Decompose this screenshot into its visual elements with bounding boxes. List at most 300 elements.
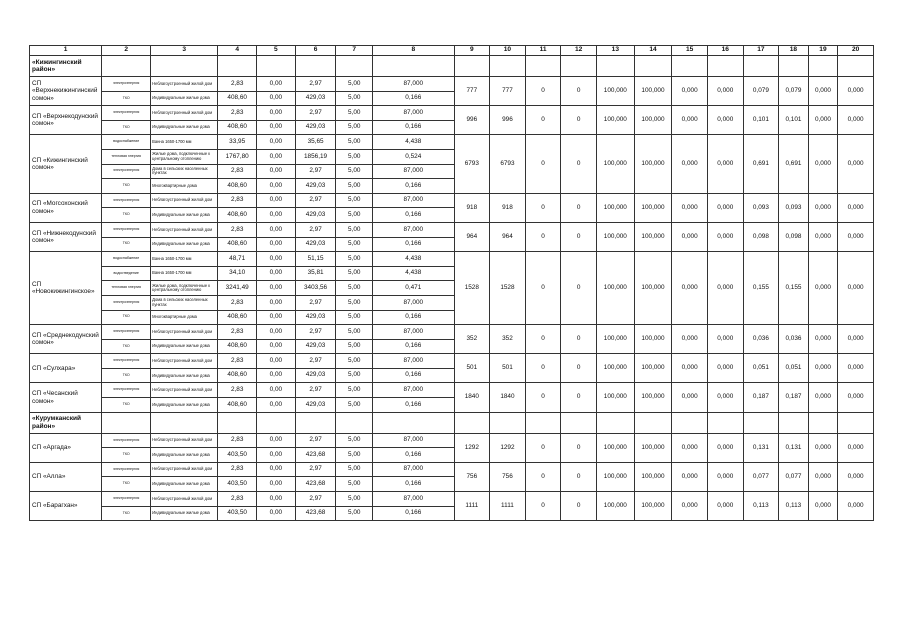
empty-cell [454,412,490,433]
consumer-category: Дома в сельских населенных пунктах [151,164,218,179]
value-cell: 5,00 [336,252,373,267]
service-type: электроэнергия [102,164,151,179]
consumer-category: Индивидуальные жилые дома [151,339,218,354]
total-cell: 0,187 [779,383,809,412]
service-type: электроэнергия [102,193,151,208]
value-cell: 2,83 [218,222,257,237]
empty-cell [454,56,490,77]
district-row [30,56,874,77]
total-cell: 0,077 [743,462,779,491]
value-cell: 0,00 [257,91,296,106]
value-cell: 2,83 [218,325,257,340]
total-cell: 100,000 [634,433,672,462]
value-cell: 423,68 [295,477,336,492]
value-cell: 0,00 [257,339,296,354]
value-cell: 1856,19 [295,149,336,164]
value-cell: 5,00 [336,310,373,325]
total-cell: 0,000 [838,433,874,462]
column-header: 4 [218,46,257,56]
value-cell: 0,166 [373,208,454,223]
column-header: 15 [672,46,708,56]
empty-cell [102,412,151,433]
value-cell: 0,00 [257,383,296,398]
table-row [30,462,874,477]
value-cell: 5,00 [336,281,373,296]
total-cell: 0,000 [838,462,874,491]
total-cell: 756 [490,462,526,491]
total-cell: 0,000 [808,354,838,383]
settlement-name: СП «Алла» [30,462,102,491]
value-cell: 0,00 [257,120,296,135]
value-cell: 0,00 [257,252,296,267]
total-cell: 0 [525,433,561,462]
value-cell: 48,71 [218,252,257,267]
value-cell: 87,000 [373,295,454,310]
value-cell: 0,00 [257,295,296,310]
total-cell: 0,000 [707,252,743,325]
value-cell: 408,60 [218,91,257,106]
empty-cell [779,412,809,433]
value-cell: 0,166 [373,368,454,383]
service-type: электроэнергия [102,433,151,448]
total-cell: 0,000 [672,252,708,325]
value-cell: 2,97 [295,295,336,310]
empty-cell [373,56,454,77]
total-cell: 0,000 [672,135,708,193]
table-row [30,492,874,507]
consumer-category: Индивидуальные жилые дома [151,398,218,413]
value-cell: 5,00 [336,477,373,492]
consumer-category: Неблагоустроенный жилой дом [151,77,218,92]
consumer-category: Ванна 1650-1700 мм [151,252,218,267]
total-cell: 1292 [490,433,526,462]
total-cell: 100,000 [597,135,635,193]
consumer-category: Неблагоустроенный жилой дом [151,462,218,477]
total-cell: 0,000 [838,383,874,412]
total-cell: 0 [525,135,561,193]
value-cell: 0,00 [257,354,296,369]
value-cell: 2,97 [295,164,336,179]
value-cell: 2,83 [218,106,257,121]
consumer-category: Многоквартирные дома [151,179,218,194]
value-cell: 0,166 [373,120,454,135]
service-type: водоснабжение [102,135,151,150]
value-cell: 5,00 [336,106,373,121]
value-cell: 0,00 [257,448,296,463]
total-cell: 0 [525,252,561,325]
total-cell: 1528 [490,252,526,325]
total-cell: 100,000 [634,492,672,521]
total-cell: 1840 [490,383,526,412]
total-cell: 100,000 [634,383,672,412]
total-cell: 0 [525,106,561,135]
value-cell: 408,60 [218,237,257,252]
total-cell: 0,000 [808,433,838,462]
total-cell: 0 [561,433,597,462]
empty-cell [561,56,597,77]
value-cell: 2,97 [295,354,336,369]
total-cell: 0,051 [743,354,779,383]
value-cell: 0,166 [373,179,454,194]
table-row [30,383,874,398]
total-cell: 0 [525,492,561,521]
settlement-name: СП «Верхнекодунский сомон» [30,106,102,135]
total-cell: 0,000 [707,77,743,106]
consumer-category: Многоквартирные дома [151,310,218,325]
total-cell: 964 [454,222,490,251]
settlement-name: СП «Аргада» [30,433,102,462]
column-header-row [30,46,874,56]
total-cell: 0,000 [707,433,743,462]
total-cell: 0,155 [779,252,809,325]
consumer-category: Индивидуальные жилые дома [151,506,218,521]
total-cell: 0,000 [838,77,874,106]
value-cell: 33,95 [218,135,257,150]
total-cell: 0,000 [838,252,874,325]
total-cell: 0,101 [779,106,809,135]
column-header: 8 [373,46,454,56]
total-cell: 0,000 [707,492,743,521]
empty-cell [634,412,672,433]
column-header: 13 [597,46,635,56]
value-cell: 87,000 [373,462,454,477]
value-cell: 2,83 [218,295,257,310]
column-header: 16 [707,46,743,56]
total-cell: 0,000 [808,383,838,412]
column-header: 10 [490,46,526,56]
total-cell: 0 [561,135,597,193]
value-cell: 0,00 [257,149,296,164]
value-cell: 403,50 [218,477,257,492]
value-cell: 5,00 [336,448,373,463]
value-cell: 5,00 [336,492,373,507]
total-cell: 0,101 [743,106,779,135]
column-header: 2 [102,46,151,56]
value-cell: 5,00 [336,368,373,383]
value-cell: 5,00 [336,91,373,106]
value-cell: 0,00 [257,208,296,223]
total-cell: 100,000 [597,433,635,462]
total-cell: 0,131 [779,433,809,462]
consumer-category: Жилые дома, подключенные к центральному отоплению [151,149,218,164]
value-cell: 0,00 [257,193,296,208]
empty-cell [151,56,218,77]
value-cell: 0,166 [373,339,454,354]
total-cell: 777 [490,77,526,106]
consumer-category: Неблагоустроенный жилой дом [151,193,218,208]
service-type: ТКО [102,339,151,354]
total-cell: 352 [454,325,490,354]
value-cell: 0,00 [257,106,296,121]
empty-cell [295,412,336,433]
value-cell: 34,10 [218,266,257,281]
settlement-name: СП «Среднекодунский сомон» [30,325,102,354]
total-cell: 0 [525,222,561,251]
total-cell: 0,000 [707,135,743,193]
value-cell: 5,00 [336,179,373,194]
total-cell: 0,000 [808,252,838,325]
value-cell: 403,50 [218,448,257,463]
value-cell: 2,83 [218,77,257,92]
service-type: электроэнергия [102,295,151,310]
value-cell: 0,00 [257,179,296,194]
total-cell: 0 [561,252,597,325]
empty-cell [743,412,779,433]
total-cell: 0,000 [707,383,743,412]
value-cell: 429,03 [295,208,336,223]
value-cell: 408,60 [218,179,257,194]
total-cell: 0,000 [707,222,743,251]
table-row [30,193,874,208]
total-cell: 918 [490,193,526,222]
consumer-category: Индивидуальные жилые дома [151,448,218,463]
total-cell: 0,000 [808,325,838,354]
total-cell: 501 [454,354,490,383]
value-cell: 0,00 [257,281,296,296]
total-cell: 0,187 [743,383,779,412]
service-type: ТКО [102,448,151,463]
total-cell: 100,000 [634,325,672,354]
table-row [30,77,874,92]
total-cell: 100,000 [597,325,635,354]
service-type: ТКО [102,368,151,383]
table-row [30,354,874,369]
service-type: тепловая энергия [102,281,151,296]
empty-cell [218,56,257,77]
value-cell: 87,000 [373,433,454,448]
service-type: электроэнергия [102,77,151,92]
value-cell: 0,524 [373,149,454,164]
total-cell: 0,036 [743,325,779,354]
empty-cell [808,412,838,433]
value-cell: 408,60 [218,208,257,223]
total-cell: 0,000 [838,325,874,354]
total-cell: 0,093 [743,193,779,222]
consumer-category: Неблагоустроенный жилой дом [151,492,218,507]
value-cell: 1767,80 [218,149,257,164]
service-type: водоотведение [102,266,151,281]
empty-cell [257,412,296,433]
total-cell: 100,000 [597,222,635,251]
value-cell: 5,00 [336,325,373,340]
total-cell: 501 [490,354,526,383]
empty-cell [257,56,296,77]
value-cell: 2,97 [295,325,336,340]
service-type: электроэнергия [102,462,151,477]
total-cell: 0,000 [672,77,708,106]
total-cell: 0 [561,462,597,491]
total-cell: 0 [561,193,597,222]
empty-cell [295,56,336,77]
value-cell: 2,83 [218,383,257,398]
service-type: ТКО [102,477,151,492]
empty-cell [707,56,743,77]
value-cell: 0,166 [373,477,454,492]
value-cell: 5,00 [336,237,373,252]
value-cell: 408,60 [218,398,257,413]
total-cell: 0,000 [672,222,708,251]
value-cell: 0,00 [257,506,296,521]
total-cell: 0,691 [779,135,809,193]
value-cell: 87,000 [373,383,454,398]
consumer-category: Неблагоустроенный жилой дом [151,433,218,448]
empty-cell [561,412,597,433]
empty-cell [597,56,635,77]
column-header: 7 [336,46,373,56]
value-cell: 2,83 [218,433,257,448]
settlement-name: СП «Сулхара» [30,354,102,383]
total-cell: 0,113 [743,492,779,521]
empty-cell [597,412,635,433]
table-row [30,135,874,150]
total-cell: 0 [525,462,561,491]
total-cell: 100,000 [597,106,635,135]
service-type: электроэнергия [102,383,151,398]
value-cell: 5,00 [336,433,373,448]
consumer-category: Жилые дома, подключенные к центральному отоплению [151,281,218,296]
value-cell: 429,03 [295,339,336,354]
consumer-category: Индивидуальные жилые дома [151,208,218,223]
service-type: водоснабжение [102,252,151,267]
total-cell: 0,000 [838,106,874,135]
value-cell: 423,68 [295,448,336,463]
column-header: 17 [743,46,779,56]
total-cell: 100,000 [597,77,635,106]
total-cell: 918 [454,193,490,222]
value-cell: 423,68 [295,506,336,521]
total-cell: 777 [454,77,490,106]
column-header: 11 [525,46,561,56]
total-cell: 0,036 [779,325,809,354]
value-cell: 87,000 [373,325,454,340]
value-cell: 2,83 [218,462,257,477]
empty-cell [838,412,874,433]
value-cell: 0,00 [257,164,296,179]
total-cell: 100,000 [597,462,635,491]
total-cell: 6793 [454,135,490,193]
value-cell: 429,03 [295,398,336,413]
consumer-category: Индивидуальные жилые дома [151,120,218,135]
empty-cell [373,412,454,433]
total-cell: 0,051 [779,354,809,383]
total-cell: 0 [561,77,597,106]
empty-cell [779,56,809,77]
consumer-category: Неблагоустроенный жилой дом [151,383,218,398]
total-cell: 100,000 [597,492,635,521]
empty-cell [707,412,743,433]
value-cell: 2,97 [295,462,336,477]
total-cell: 0,000 [707,106,743,135]
total-cell: 0 [561,354,597,383]
total-cell: 0 [525,383,561,412]
value-cell: 0,00 [257,237,296,252]
total-cell: 100,000 [634,193,672,222]
value-cell: 5,00 [336,77,373,92]
total-cell: 0,000 [808,492,838,521]
total-cell: 0 [525,77,561,106]
total-cell: 0,000 [672,433,708,462]
total-cell: 0,000 [838,492,874,521]
total-cell: 0 [561,106,597,135]
value-cell: 5,00 [336,462,373,477]
total-cell: 0,000 [808,106,838,135]
value-cell: 5,00 [336,120,373,135]
column-header: 5 [257,46,296,56]
total-cell: 1528 [454,252,490,325]
empty-cell [838,56,874,77]
total-cell: 0 [525,354,561,383]
column-header: 9 [454,46,490,56]
total-cell: 0,000 [808,462,838,491]
total-cell: 100,000 [597,354,635,383]
empty-cell [634,56,672,77]
service-type: электроэнергия [102,222,151,237]
value-cell: 0,166 [373,448,454,463]
value-cell: 429,03 [295,91,336,106]
consumer-category: Индивидуальные жилые дома [151,237,218,252]
total-cell: 0,000 [672,106,708,135]
service-type: ТКО [102,91,151,106]
total-cell: 0,155 [743,252,779,325]
value-cell: 0,00 [257,492,296,507]
total-cell: 0,000 [672,325,708,354]
empty-cell [151,412,218,433]
value-cell: 5,00 [336,383,373,398]
empty-cell [218,412,257,433]
service-type: ТКО [102,310,151,325]
consumer-category: Дома в сельских населенных пунктах [151,295,218,310]
total-cell: 0,113 [779,492,809,521]
value-cell: 429,03 [295,179,336,194]
value-cell: 0,166 [373,91,454,106]
total-cell: 0,093 [779,193,809,222]
value-cell: 0,00 [257,222,296,237]
column-header: 18 [779,46,809,56]
total-cell: 6793 [490,135,526,193]
value-cell: 0,00 [257,325,296,340]
table-row [30,252,874,267]
total-cell: 0,000 [808,77,838,106]
total-cell: 0 [561,383,597,412]
value-cell: 2,97 [295,492,336,507]
service-type: ТКО [102,120,151,135]
total-cell: 100,000 [634,106,672,135]
total-cell: 0,000 [707,462,743,491]
value-cell: 3241,49 [218,281,257,296]
total-cell: 352 [490,325,526,354]
value-cell: 429,03 [295,368,336,383]
total-cell: 1111 [454,492,490,521]
table-row [30,222,874,237]
value-cell: 87,000 [373,106,454,121]
total-cell: 0,000 [838,222,874,251]
table-body [30,46,874,521]
total-cell: 100,000 [634,77,672,106]
total-cell: 964 [490,222,526,251]
district-row [30,412,874,433]
total-cell: 0,079 [779,77,809,106]
total-cell: 996 [454,106,490,135]
service-type: ТКО [102,398,151,413]
total-cell: 1840 [454,383,490,412]
total-cell: 0 [561,325,597,354]
table-row [30,433,874,448]
empty-cell [525,412,561,433]
value-cell: 408,60 [218,339,257,354]
column-header: 14 [634,46,672,56]
value-cell: 87,000 [373,77,454,92]
consumer-category: Индивидуальные жилые дома [151,368,218,383]
